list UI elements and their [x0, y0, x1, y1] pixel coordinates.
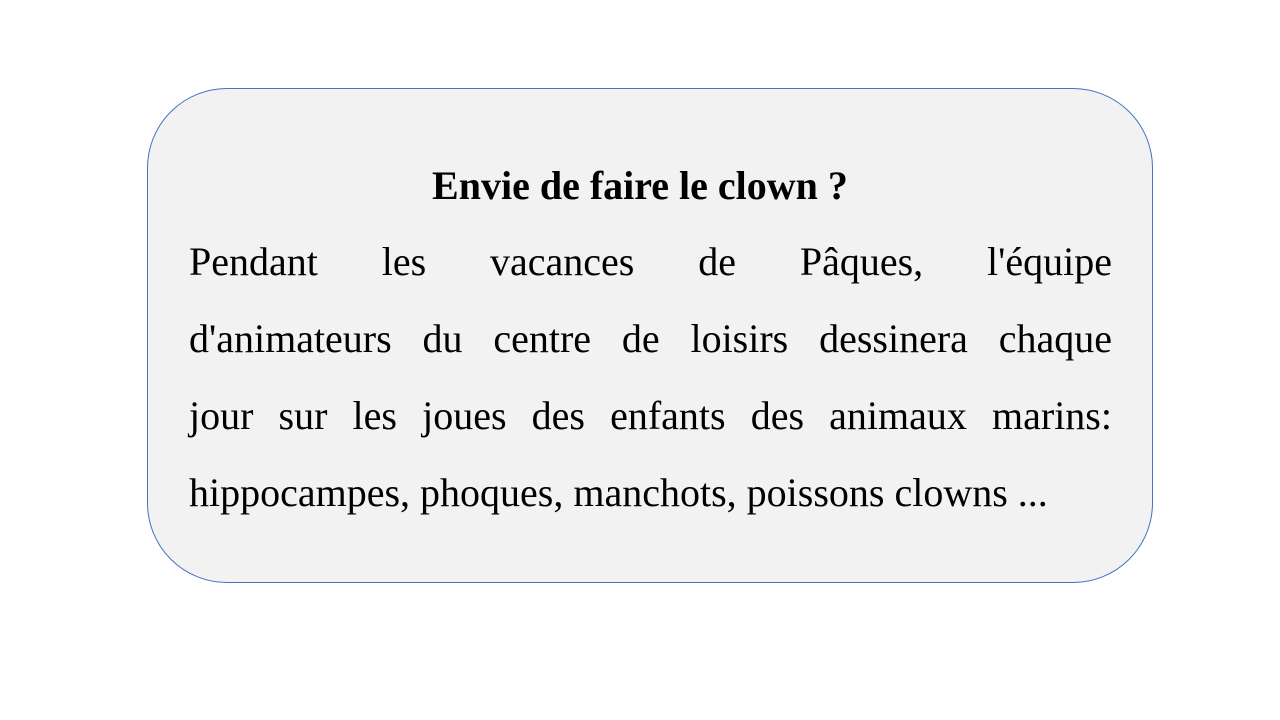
body-line-3: jour sur les joues des enfants des animaux marins: — [189, 393, 1112, 438]
body-line-2: d'animateurs du centre de loisirs dessinera chaque — [189, 316, 1112, 361]
body-line-1: Pendant les vacances de Pâques, l'équipe — [189, 239, 1112, 284]
card-title: Envie de faire le clown ? — [432, 163, 848, 208]
body-line-4: hippocampes, phoques, manchots, poissons clowns ... — [189, 470, 1048, 515]
